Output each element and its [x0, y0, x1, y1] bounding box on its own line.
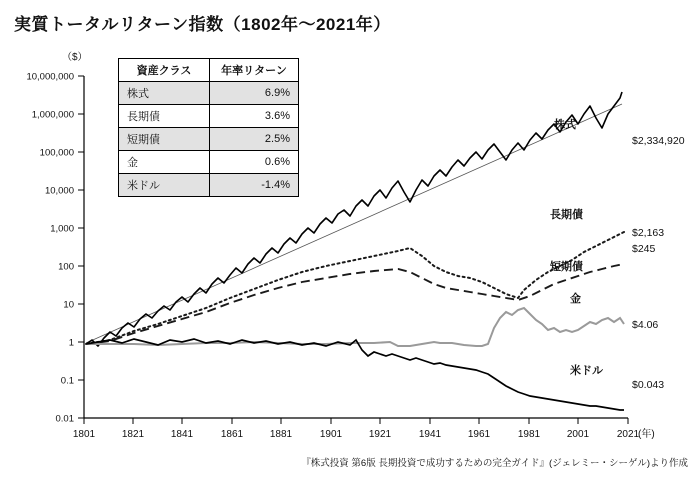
table-row — [119, 174, 299, 197]
table-row — [119, 82, 299, 105]
x-tick-label: 1921 — [368, 429, 392, 440]
table-cell-asset: 株式 — [119, 82, 210, 105]
table-cell-return: 3.6% — [210, 105, 299, 128]
x-tick-label: 1801 — [72, 429, 96, 440]
y-tick-label: 100 — [58, 261, 74, 273]
source-footnote: 『株式投資 第6版 長期投資で成功するための完全ガイド』(ジェレミー・シーゲル)より作成 — [301, 458, 688, 469]
x-tick-label: 1961 — [467, 429, 491, 440]
x-ticks — [84, 418, 628, 424]
series-label-bills: 短期債 — [550, 261, 583, 273]
table-cell-return: 6.9% — [210, 82, 299, 105]
y-tick-label: 0.01 — [55, 413, 74, 425]
series-label-bonds: 長期債 — [550, 209, 583, 221]
returns-table — [118, 58, 299, 197]
y-tick-label: 1,000,000 — [31, 109, 74, 121]
x-tick-label: 1901 — [319, 429, 343, 440]
table-cell-return: -1.4% — [210, 174, 299, 197]
x-tick-label: 1821 — [121, 429, 145, 440]
x-tick-label: 2021 — [616, 429, 640, 440]
chart-svg — [0, 40, 700, 440]
y-axis-unit: （$） — [62, 52, 88, 63]
y-tick-label: 10,000,000 — [26, 71, 74, 83]
x-tick-label: 1941 — [418, 429, 442, 440]
x-tick-label: 2001 — [566, 429, 590, 440]
y-tick-label: 1,000 — [50, 223, 74, 235]
chart-canvas — [0, 40, 700, 440]
table-cell-asset: 米ドル — [119, 174, 210, 197]
series-label-dollar: 米ドル — [570, 365, 603, 377]
series-value-stocks: $2,334,920 — [632, 135, 685, 147]
y-tick-label: 100,000 — [39, 147, 74, 159]
y-tick-label: 10,000 — [44, 185, 74, 197]
x-axis-unit: (年) — [638, 429, 655, 440]
table-cell-return: 2.5% — [210, 128, 299, 151]
x-tick-label: 1841 — [170, 429, 194, 440]
table-cell-return: 0.6% — [210, 151, 299, 174]
series-value-gold: $4.06 — [632, 319, 659, 331]
series-dollar — [86, 339, 624, 410]
y-tick-label: 10 — [63, 299, 74, 311]
table-row — [119, 151, 299, 174]
x-tick-label: 1981 — [517, 429, 541, 440]
table-header-asset: 資産クラス — [119, 59, 210, 82]
y-tick-label: 0.1 — [60, 375, 74, 387]
series-value-bonds: $2,163 — [632, 227, 665, 239]
table-cell-asset: 長期債 — [119, 105, 210, 128]
page-title: 実質トータルリターン指数（1802年〜2021年） — [14, 15, 391, 34]
y-tick-label: 1 — [68, 337, 74, 349]
x-tick-label: 1861 — [220, 429, 244, 440]
table-cell-asset: 短期債 — [119, 128, 210, 151]
table-header-row — [119, 59, 299, 82]
series-bonds — [86, 232, 624, 344]
table-cell-asset: 金 — [119, 151, 210, 174]
table-row — [119, 128, 299, 151]
series-label-gold: 金 — [570, 293, 581, 305]
series-value-dollar: $0.043 — [632, 379, 665, 391]
table-header-return: 年率リターン — [210, 59, 299, 82]
x-tick-label: 1881 — [269, 429, 293, 440]
series-label-stocks: 株式 — [554, 119, 576, 131]
table-row — [119, 105, 299, 128]
series-value-bills: $245 — [632, 243, 656, 255]
y-ticks — [78, 76, 84, 418]
